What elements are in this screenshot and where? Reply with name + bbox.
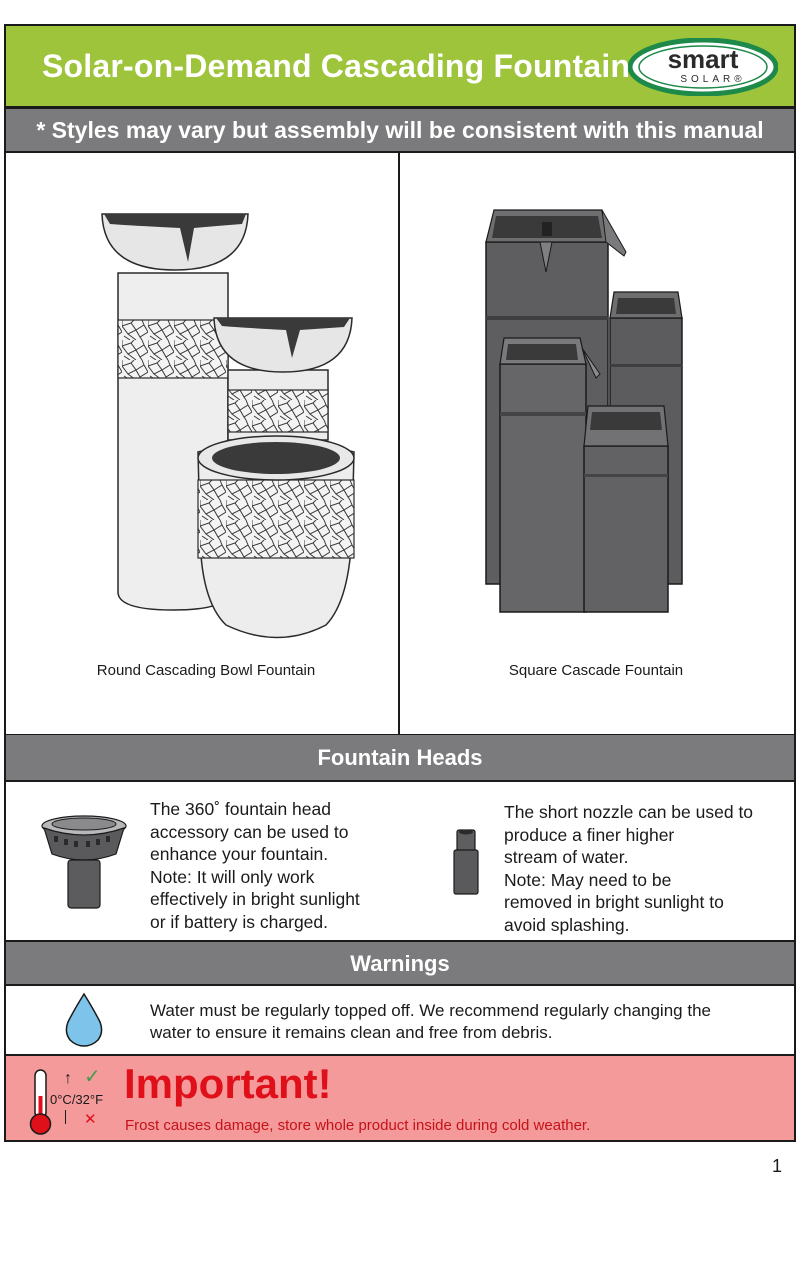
warnings-heading: Warnings <box>6 940 794 986</box>
important-notice <box>6 1056 794 1140</box>
smart-solar-logo <box>628 38 778 96</box>
short-nozzle-description: The short nozzle can be used to produce a finer higher stream of water. Note: May need to be removed in bright sunlight to avoid splashing. <box>504 802 754 935</box>
warning-text: Water must be regularly topped off. We recommend regularly changing the water to ensure it remains clean and free from debris. <box>150 1001 711 1042</box>
page-number: 1 <box>772 1156 783 1176</box>
short-nozzle-icon <box>450 828 482 898</box>
title-bar <box>6 26 794 108</box>
logo-sub: SOLAR® <box>680 74 746 85</box>
round-fountain-illustration <box>96 200 366 645</box>
check-icon: ✓ <box>84 1066 101 1088</box>
cross-icon: ✕ <box>84 1111 97 1128</box>
important-title: Important! <box>124 1060 332 1107</box>
square-fountain-caption: Square Cascade Fountain <box>508 662 684 679</box>
temperature-label: 0°C/32°F <box>50 1092 104 1107</box>
important-text: Frost causes damage, store whole product inside during cold weather. <box>125 1117 591 1134</box>
warning-row <box>6 986 794 1056</box>
water-drop-icon <box>64 992 104 1048</box>
column-divider <box>398 153 400 734</box>
360-fountain-head-icon <box>40 814 128 912</box>
round-fountain-caption: Round Cascading Bowl Fountain <box>96 662 316 679</box>
styles-notice: * Styles may vary but assembly will be consistent with this manual <box>6 108 794 153</box>
fountain-heads-heading: Fountain Heads <box>6 734 794 782</box>
logo-word: smart <box>667 44 739 74</box>
up-arrow-icon: ↑ <box>64 1070 72 1087</box>
page-title: Solar-on-Demand Cascading Fountain <box>42 48 631 84</box>
fountain-head-description: The 360˚ fountain head accessory can be used to enhance your fountain. Note: It will only work effectively in bright sunlight or if battery is charged. <box>150 799 360 932</box>
square-fountain-illustration <box>484 206 686 616</box>
below-marker-icon <box>65 1110 66 1124</box>
